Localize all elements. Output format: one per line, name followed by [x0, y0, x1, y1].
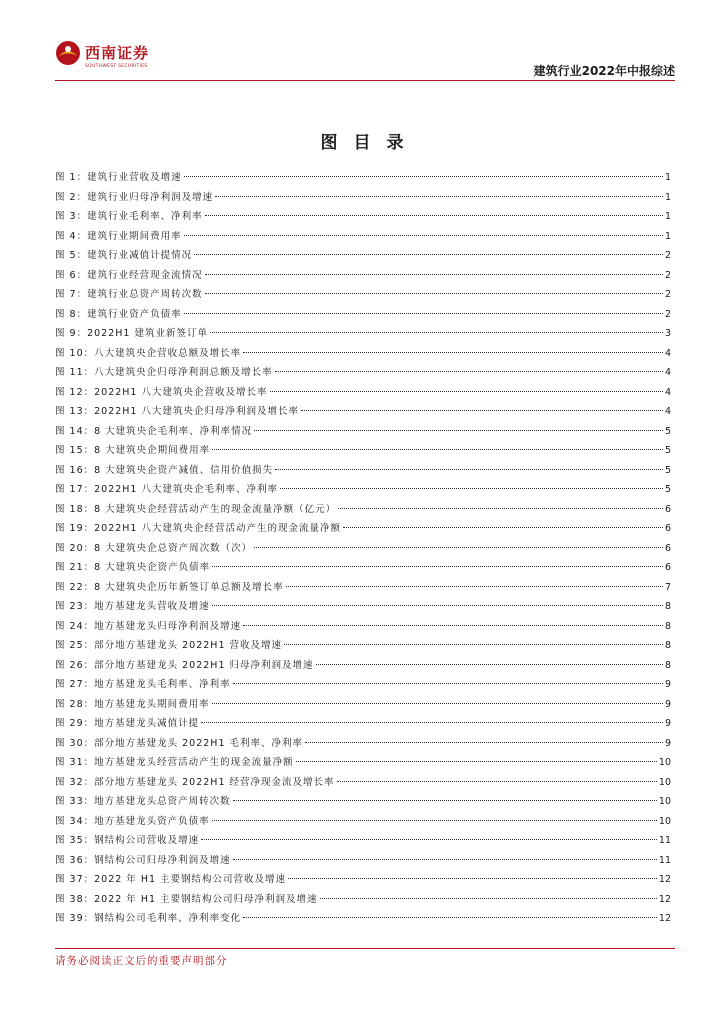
page-header	[55, 36, 675, 84]
toc-entry-label: 图 20：8 大建筑央企总资产周次数（次）	[55, 542, 253, 554]
toc-entry-page: 9	[664, 737, 671, 749]
toc-entry-page: 12	[658, 893, 671, 905]
toc-entry[interactable]	[55, 675, 671, 695]
toc-entry-label: 图 38：2022 年 H1 主要钢结构公司归母净利润及增速	[55, 893, 318, 905]
toc-entry-label: 图 24：地方基建龙头归母净利润及增速	[55, 620, 242, 632]
toc-leader-dots	[316, 664, 663, 665]
toc-entry-page: 2	[664, 250, 671, 261]
toc-entry-page: 8	[664, 601, 671, 612]
toc-entry-label: 图 22：8 大建筑央企历年新签订单总额及增长率	[55, 581, 284, 593]
toc-entry-page: 6	[664, 562, 671, 573]
toc-entry-label: 图 30：部分地方基建龙头 2022H1 毛利率、净利率	[55, 737, 304, 749]
toc-entry[interactable]	[55, 500, 671, 520]
toc-entry-page: 4	[664, 347, 671, 359]
toc-leader-dots	[212, 703, 663, 704]
toc-entry[interactable]	[55, 461, 671, 481]
toc-entry-page: 2	[664, 289, 671, 300]
toc-leader-dots	[184, 313, 663, 314]
toc-entry-page: 9	[664, 698, 671, 710]
toc-entry-label: 图 14：8 大建筑央企毛利率、净利率情况	[55, 425, 253, 437]
toc-leader-dots	[201, 722, 663, 723]
toc-entry-page: 10	[658, 776, 671, 788]
toc-entry-page: 1	[664, 172, 671, 183]
toc-leader-dots	[288, 878, 657, 879]
toc-entry-label: 图 18：8 大建筑央企经营活动产生的现金流量净额（亿元）	[55, 503, 337, 515]
toc-entry-page: 11	[658, 835, 671, 846]
toc-entry-label: 图 12：2022H1 八大建筑央企营收及增长率	[55, 386, 268, 398]
company-logo	[55, 40, 165, 78]
toc-entry-label: 图 28：地方基建龙头期间费用率	[55, 698, 210, 710]
toc-entry-label: 图 39：钢结构公司毛利率、净利率变化	[55, 913, 242, 924]
toc-entry-label: 图 5：建筑行业减值计提情况	[55, 250, 193, 261]
toc-entry-page: 4	[664, 386, 671, 398]
toc-entry[interactable]	[55, 422, 671, 442]
toc-leader-dots	[270, 391, 663, 392]
toc-entry-page: 10	[658, 815, 671, 827]
toc-entry[interactable]	[55, 519, 671, 539]
toc-entry-page: 2	[664, 269, 671, 281]
toc-entry-page: 9	[664, 679, 671, 690]
toc-entry-page: 10	[658, 757, 671, 768]
toc-entry-page: 9	[664, 718, 671, 729]
toc-entry-label: 图 9：2022H1 建筑业新签订单	[55, 328, 208, 339]
toc-entry-page: 11	[658, 854, 671, 866]
toc-leader-dots	[243, 917, 657, 918]
toc-leader-dots	[210, 332, 663, 333]
toc-leader-dots	[212, 449, 663, 450]
toc-entry-label: 图 11：八大建筑央企归母净利润总额及增长率	[55, 367, 273, 378]
toc-entry-label: 图 21：8 大建筑央企资产负债率	[55, 562, 211, 573]
toc-entry[interactable]	[55, 734, 671, 754]
toc-entry-page: 6	[664, 523, 671, 534]
toc-entry-label: 图 16：8 大建筑央企资产减值、信用价值损失	[55, 464, 274, 476]
toc-entry[interactable]	[55, 831, 671, 851]
toc-leader-dots	[215, 196, 663, 197]
toc-entry-label: 图 4：建筑行业期间费用率	[55, 230, 182, 242]
toc-leader-dots	[233, 683, 663, 684]
toc-entry-page: 5	[664, 464, 671, 476]
toc-entry[interactable]	[55, 207, 671, 227]
toc-entry-page: 3	[664, 328, 671, 339]
logo-text-en: SOUTHWEST SECURITIES	[85, 64, 148, 69]
header-divider	[55, 80, 675, 81]
toc-leader-dots	[205, 274, 663, 275]
toc-entry-label: 图 27：地方基建龙头毛利率、净利率	[55, 679, 231, 690]
table-of-figures	[55, 168, 671, 929]
toc-leader-dots	[184, 235, 663, 236]
toc-entry-page: 5	[664, 445, 671, 456]
toc-leader-dots	[338, 508, 663, 509]
toc-entry-page: 8	[664, 640, 671, 651]
toc-entry-label: 图 37：2022 年 H1 主要钢结构公司营收及增速	[55, 874, 287, 885]
toc-entry[interactable]	[55, 188, 671, 208]
toc-leader-dots	[275, 469, 663, 470]
toc-leader-dots	[320, 898, 657, 899]
toc-leader-dots	[205, 293, 663, 294]
toc-entry-page: 4	[664, 367, 671, 378]
toc-leader-dots	[212, 605, 663, 606]
toc-leader-dots	[212, 820, 657, 821]
toc-entry[interactable]	[55, 578, 671, 598]
toc-leader-dots	[184, 176, 663, 177]
toc-entry-label: 图 7：建筑行业总资产周转次数	[55, 289, 203, 300]
toc-entry-page: 12	[658, 913, 671, 924]
toc-entry-page: 7	[664, 581, 671, 593]
toc-leader-dots	[233, 800, 657, 801]
toc-entry[interactable]	[55, 870, 671, 890]
toc-leader-dots	[284, 644, 663, 645]
toc-entry-page: 12	[658, 874, 671, 885]
toc-leader-dots	[243, 625, 663, 626]
toc-entry-label: 图 31：地方基建龙头经营活动产生的现金流量净额	[55, 757, 294, 768]
toc-entry-page: 6	[664, 542, 671, 554]
toc-entry-label: 图 25：部分地方基建龙头 2022H1 营收及增速	[55, 640, 283, 651]
toc-entry[interactable]	[55, 792, 671, 812]
toc-entry-label: 图 8：建筑行业资产负债率	[55, 308, 182, 320]
toc-entry-label: 图 15：8 大建筑央企期间费用率	[55, 445, 211, 456]
toc-entry[interactable]	[55, 773, 671, 793]
logo-text-cn: 西南证券	[85, 44, 150, 62]
toc-entry-page: 1	[664, 211, 671, 222]
toc-leader-dots	[201, 839, 657, 840]
toc-leader-dots	[254, 430, 663, 431]
toc-entry-label: 图 32：部分地方基建龙头 2022H1 经营净现金流及增长率	[55, 776, 335, 788]
toc-entry-label: 图 23：地方基建龙头营收及增速	[55, 601, 210, 612]
toc-leader-dots	[301, 410, 663, 411]
toc-entry-label: 图 3：建筑行业毛利率、净利率	[55, 211, 203, 222]
toc-entry[interactable]	[55, 441, 671, 461]
toc-entry-label: 图 10：八大建筑央企营收总额及增长率	[55, 347, 242, 359]
toc-leader-dots	[275, 371, 663, 372]
toc-entry[interactable]	[55, 714, 671, 734]
toc-entry[interactable]	[55, 227, 671, 247]
toc-leader-dots	[296, 761, 657, 762]
toc-entry-page: 1	[664, 191, 671, 203]
toc-entry[interactable]	[55, 617, 671, 637]
toc-entry[interactable]	[55, 539, 671, 559]
toc-entry-label: 图 35：钢结构公司营收及增速	[55, 835, 200, 846]
toc-leader-dots	[305, 742, 663, 743]
toc-entry[interactable]	[55, 402, 671, 422]
toc-leader-dots	[286, 586, 663, 587]
toc-entry[interactable]	[55, 246, 671, 266]
toc-entry[interactable]	[55, 168, 671, 188]
toc-entry-page: 10	[658, 796, 671, 807]
toc-entry[interactable]	[55, 383, 671, 403]
toc-entry[interactable]	[55, 480, 671, 500]
toc-entry[interactable]	[55, 851, 671, 871]
toc-entry[interactable]	[55, 597, 671, 617]
toc-leader-dots	[205, 215, 663, 216]
footer-notice: 请务必阅读正文后的重要声明部分	[55, 955, 228, 967]
toc-entry-page: 8	[664, 659, 671, 671]
toc-leader-dots	[280, 488, 663, 489]
toc-entry-label: 图 34：地方基建龙头资产负债率	[55, 815, 210, 827]
toc-entry[interactable]	[55, 909, 671, 929]
toc-entry-label: 图 19：2022H1 八大建筑央企经营活动产生的现金流量净额	[55, 523, 341, 534]
toc-entry[interactable]	[55, 812, 671, 832]
toc-entry-page: 2	[664, 308, 671, 320]
toc-title: 图目录	[320, 133, 420, 153]
toc-entry-page: 5	[664, 484, 671, 495]
toc-entry[interactable]	[55, 636, 671, 656]
toc-entry[interactable]	[55, 266, 671, 286]
toc-leader-dots	[343, 527, 663, 528]
toc-leader-dots	[212, 566, 663, 567]
toc-entry[interactable]	[55, 344, 671, 364]
toc-entry-label: 图 36：钢结构公司归母净利润及增速	[55, 854, 231, 866]
report-title: 建筑行业2022年中报综述	[533, 64, 675, 78]
footer-divider	[55, 948, 675, 949]
toc-entry-label: 图 17：2022H1 八大建筑央企毛利率、净利率	[55, 484, 278, 495]
toc-leader-dots	[194, 254, 663, 255]
toc-entry[interactable]	[55, 558, 671, 578]
toc-entry-label: 图 1：建筑行业营收及增速	[55, 172, 182, 183]
toc-entry[interactable]	[55, 695, 671, 715]
toc-entry[interactable]	[55, 285, 671, 305]
toc-entry-label: 图 6：建筑行业经营现金流情况	[55, 269, 203, 281]
toc-entry-label: 图 2：建筑行业归母净利润及增速	[55, 191, 214, 203]
toc-entry[interactable]	[55, 753, 671, 773]
toc-entry-label: 图 26：部分地方基建龙头 2022H1 归母净利润及增速	[55, 659, 314, 671]
toc-entry-page: 8	[664, 620, 671, 632]
toc-entry-label: 图 13：2022H1 八大建筑央企归母净利润及增长率	[55, 406, 299, 417]
southwest-securities-logo-icon	[55, 40, 81, 66]
toc-entry-page: 4	[664, 406, 671, 417]
toc-leader-dots	[233, 859, 657, 860]
toc-entry[interactable]	[55, 656, 671, 676]
toc-entry-page: 1	[664, 230, 671, 242]
toc-entry-page: 6	[664, 503, 671, 515]
toc-leader-dots	[243, 352, 663, 353]
toc-leader-dots	[337, 781, 657, 782]
toc-leader-dots	[254, 547, 663, 548]
toc-entry-page: 5	[664, 425, 671, 437]
toc-entry-label: 图 29：地方基建龙头减值计提	[55, 718, 200, 729]
toc-entry-label: 图 33：地方基建龙头总资产周转次数	[55, 796, 231, 807]
toc-entry[interactable]	[55, 363, 671, 383]
toc-entry[interactable]	[55, 305, 671, 325]
toc-entry[interactable]	[55, 890, 671, 910]
toc-entry[interactable]	[55, 324, 671, 344]
